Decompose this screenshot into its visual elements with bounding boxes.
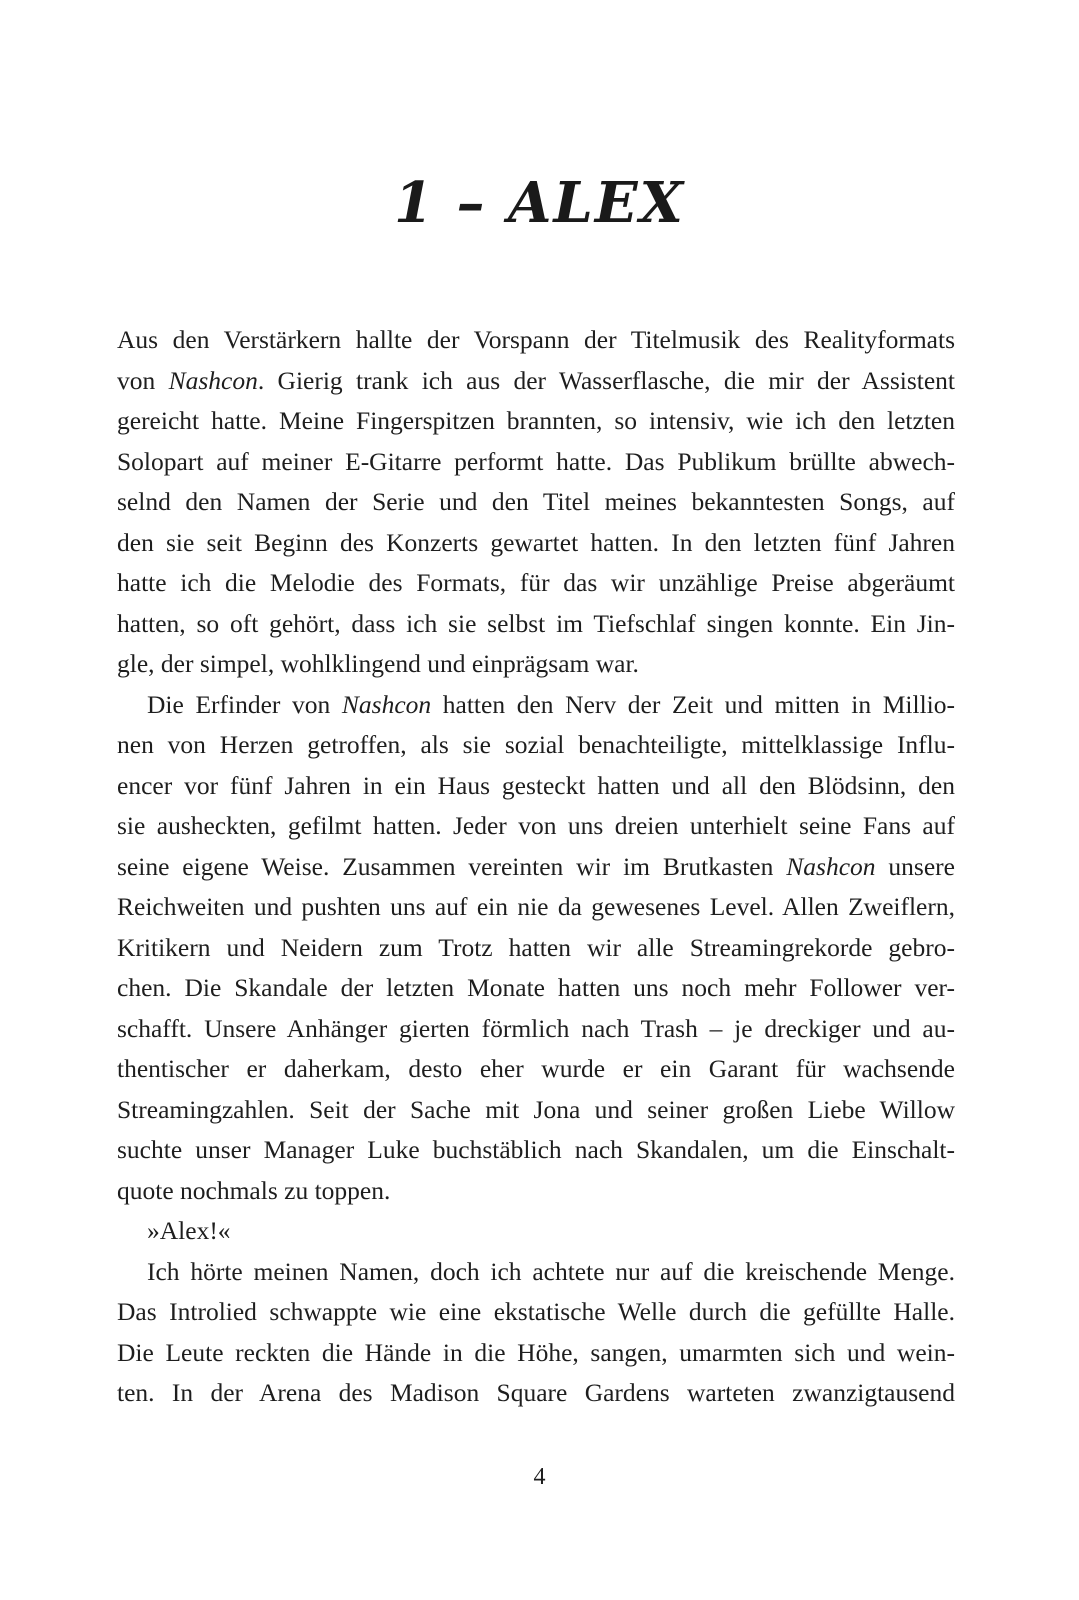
series-title-italic: Nashcon [786,851,876,881]
text-line: thentischer er daherkam, desto eher wurde er ein Garant für wachsende [117,1054,955,1083]
text-line: nen von Herzen getroffen, als sie sozial benachteiligte, mittelklassige Influ- [117,730,955,759]
text-line: Reichweiten und pushten uns auf ein nie da gewesenes Level. Allen Zweiflern, [117,892,955,921]
text-line: von Nashcon. Gierig trank ich aus der Wasserflasche, die mir der Assistent [117,365,956,395]
chapter-body [117,320,955,1414]
text-line: quote nochmals zu toppen. [117,1175,391,1205]
text-line: gereicht hatte. Meine Fingerspitzen brannten, so intensiv, wie ich den letzten [117,406,955,435]
text-line: Aus den Verstärkern hallte der Vorspann der Titelmusik des Realityformats [117,325,955,354]
text-line: Ich hörte meinen Namen, doch ich achtete nur auf die kreischende Menge. [147,1256,955,1286]
text-line: Streamingzahlen. Seit der Sache mit Jona und seiner großen Liebe Willow [117,1094,955,1124]
series-title-italic: Nashcon [341,689,432,719]
text-line: schafft. Unsere Anhänger gierten förmlich nach Trash – je dreckiger und au- [117,1013,955,1043]
text-line: ten. In der Arena des Madison Square Gardens warteten zwanzigtausend [117,1378,955,1407]
text-line: sie ausheckten, gefilmt hatten. Jeder von uns dreien unterhielt seine Fans auf [117,811,955,840]
text-line: Das Introlied schwappte wie eine ekstatische Welle durch die gefüllte Halle. [117,1297,955,1326]
text-line: suchte unser Manager Luke buchstäblich nach Skandalen, um die Einschalt- [117,1135,955,1164]
page-number: 4 [533,1464,546,1490]
text-line: chen. Die Skandale der letzten Monate hatten uns noch mehr Follower ver- [117,973,955,1002]
text-line: Kritikern und Neidern zum Trotz hatten wir alle Streamingrekorde gebro- [117,932,955,962]
series-title-italic: Nashcon [168,365,258,395]
dialogue-line: »Alex!« [147,1216,231,1245]
text-line: hatten, so oft gehört, dass ich sie selbst im Tiefschlaf singen konnte. Ein Jin- [117,608,955,638]
text-line: selnd den Namen der Serie und den Titel meines bekanntesten Songs, auf [117,487,955,516]
text-line: encer vor fünf Jahren in ein Haus gesteckt hatten und all den Blödsinn, den [117,770,955,800]
text-line: gle, der simpel, wohlklingend und einprägsam war. [117,649,639,678]
text-line: Die Leute reckten die Hände in die Höhe, sangen, umarmten sich und wein- [117,1337,955,1367]
text-line: Solopart auf meiner E-Gitarre performt hatte. Das Publikum brüllte abwech- [117,446,955,476]
text-line: den sie seit Beginn des Konzerts gewartet hatten. In den letzten fünf Jahren [117,527,955,557]
text-line: hatte ich die Melodie des Formats, für das wir unzählige Preise abgeräumt [117,568,955,597]
chapter-title: 1 – ALEX [394,169,685,236]
text-line: Die Erfinder von Nashcon hatten den Nerv der Zeit und mitten in Millio- [147,689,955,719]
text-line: seine eigene Weise. Zusammen vereinten wir im Brutkasten Nashcon unsere [117,851,955,881]
